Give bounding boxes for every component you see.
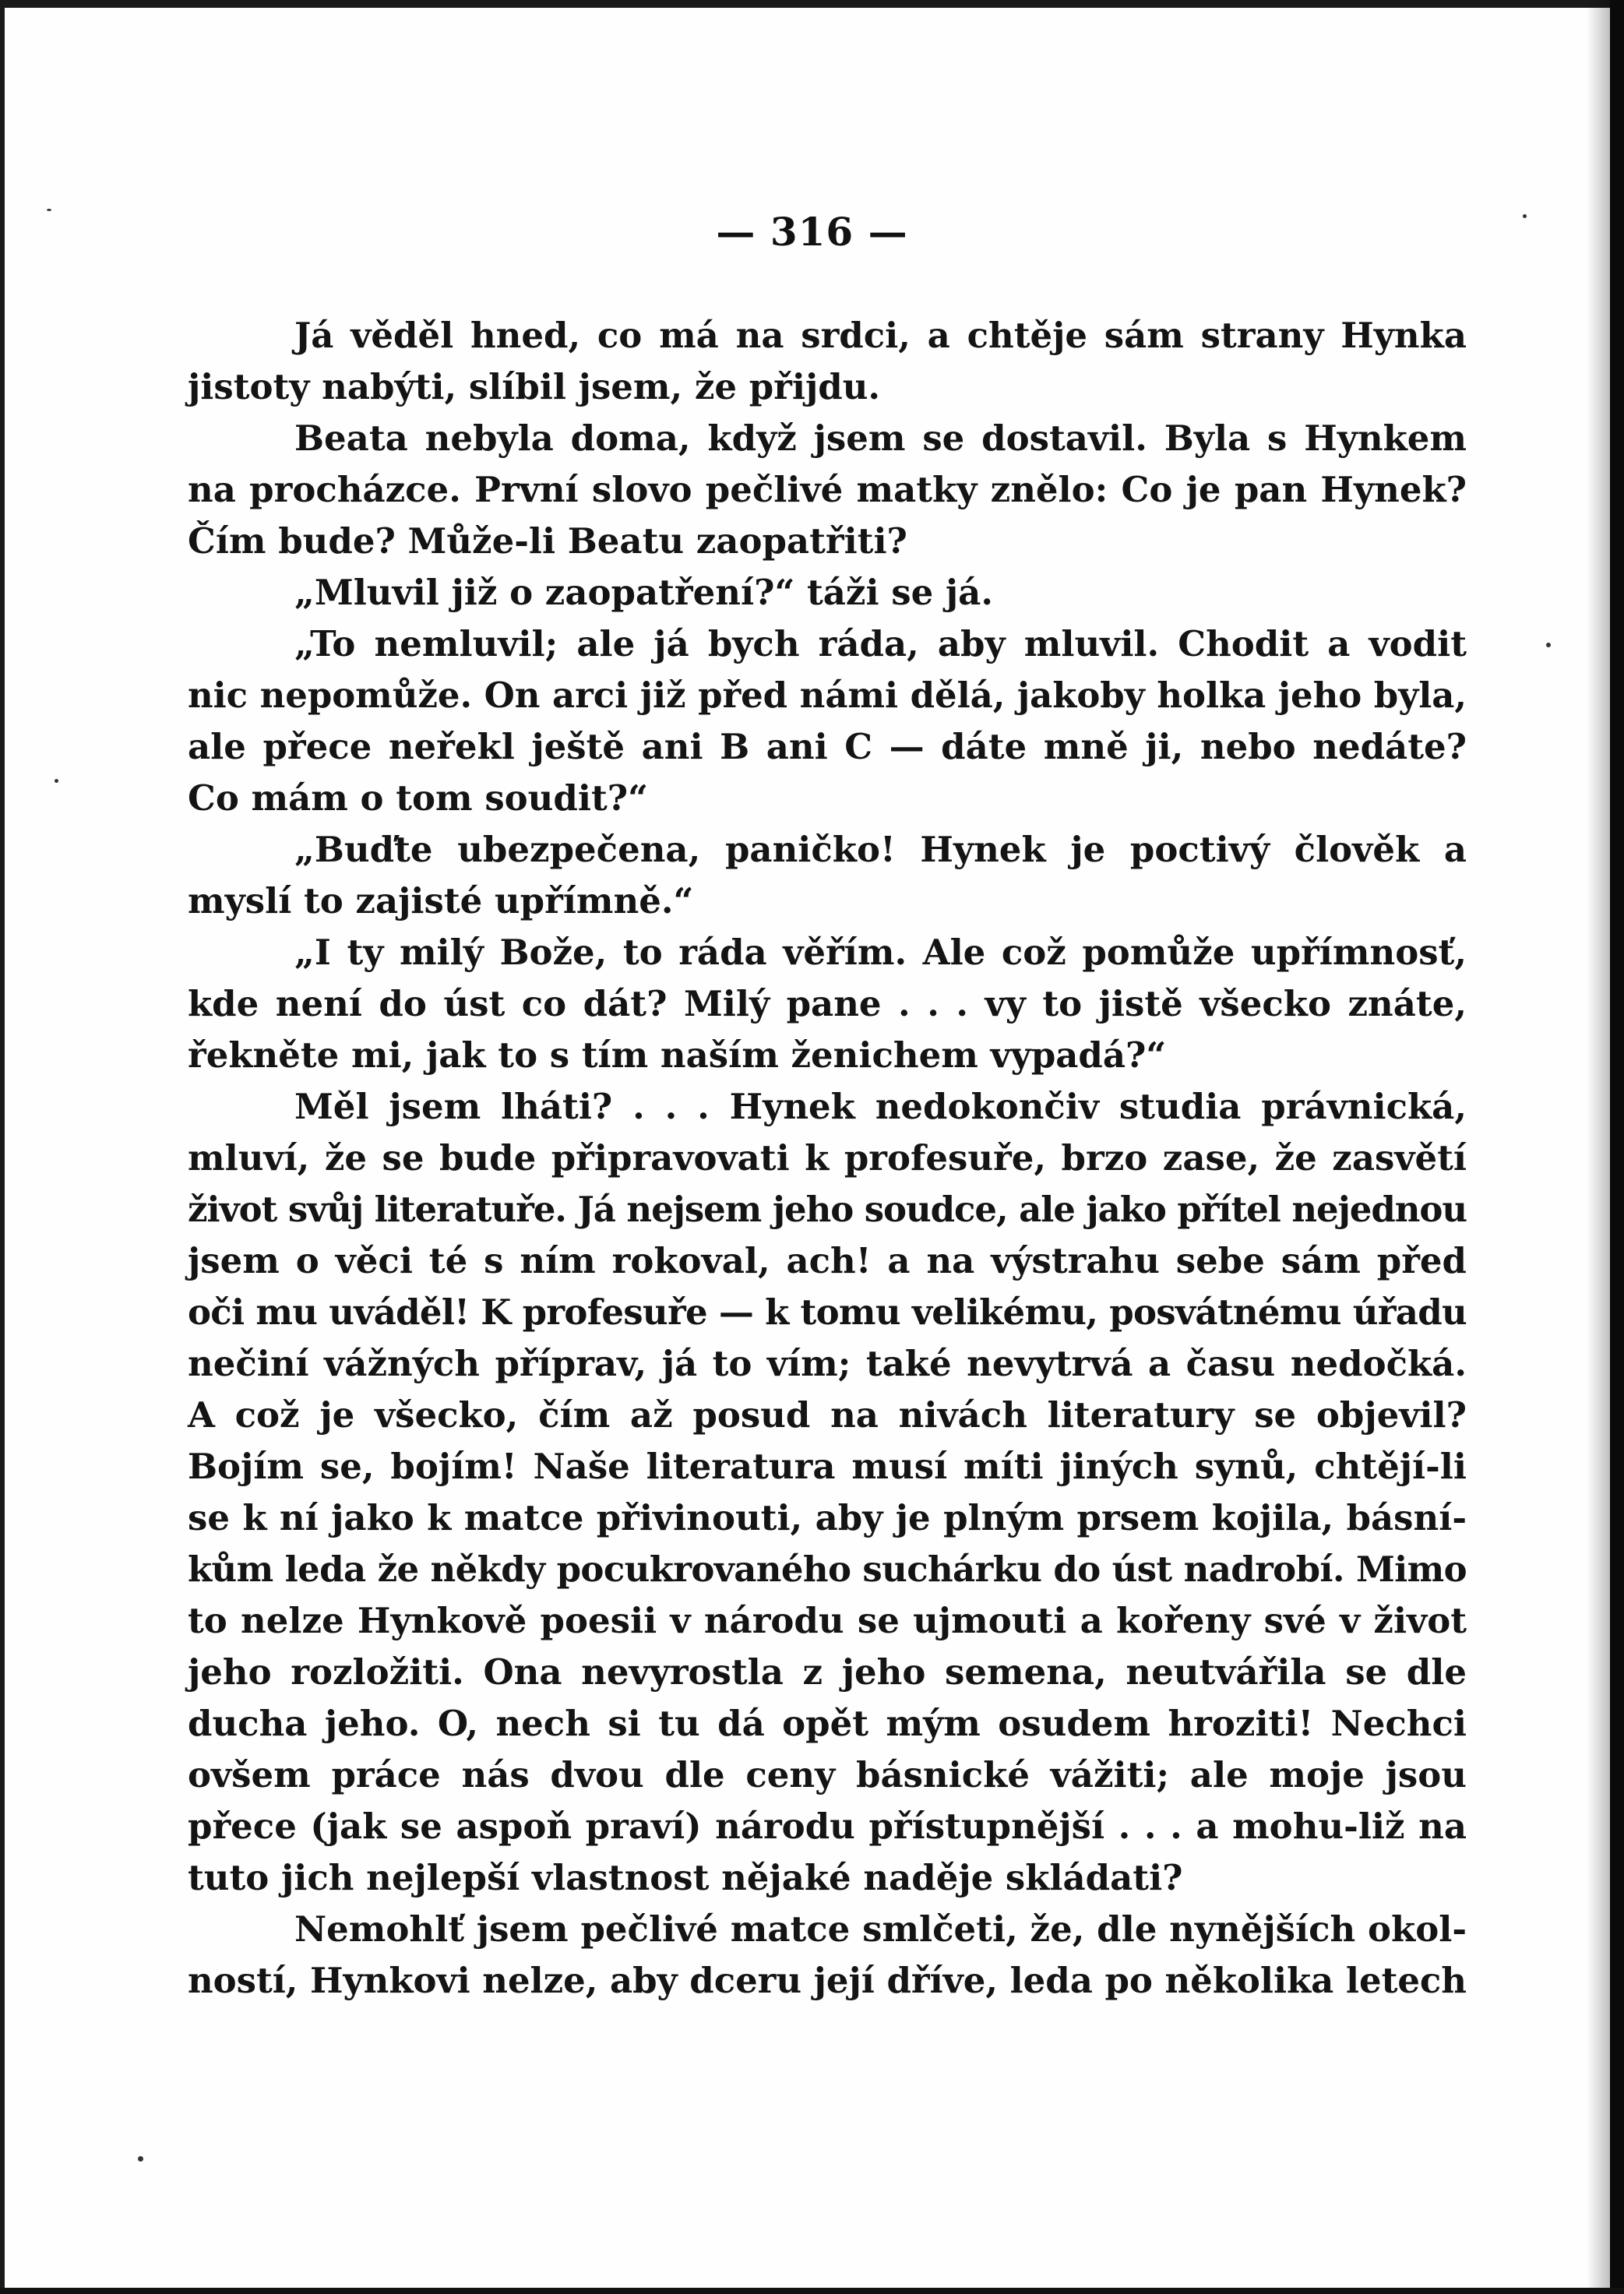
- paragraph: [188, 1904, 1467, 2007]
- text-line: „Mluvil již o zaopatření?“ táži se já.: [294, 572, 993, 613]
- paragraph: [188, 1081, 1467, 1904]
- text-line: Já věděl hned, co má na srdci, a chtěje sám strany Hynka: [294, 315, 1467, 356]
- text-line: kům leda že někdy pocukrovaného suchárku do úst nadrobí. Mimo: [188, 1549, 1467, 1590]
- paragraph: [188, 310, 1467, 413]
- text-line: myslí to zajisté upřímně.“: [188, 880, 694, 921]
- paragraph: [188, 618, 1467, 824]
- text-line: Nemohlť jsem pečlivé matce smlčeti, že, dle nynějších okol-: [294, 1908, 1467, 1950]
- text-line: ducha jeho. O, nech si tu dá opět mým osudem hroziti! Nechci: [188, 1703, 1467, 1744]
- text-line: jeho rozložiti. Ona nevyrostla z jeho semena, neutvářila se dle: [188, 1651, 1467, 1693]
- text-line: jistoty nabýti, slíbil jsem, že přijdu.: [188, 366, 881, 407]
- text-line: „Buďte ubezpečena, paničko! Hynek je poctivý člověk a: [294, 829, 1467, 870]
- text-line: Bojím se, bojím! Naše literatura musí míti jiných synů, chtějí-li: [188, 1446, 1467, 1487]
- text-line: Beata nebyla doma, když jsem se dostavil. Byla s Hynkem: [294, 418, 1467, 459]
- text-line: nic nepomůže. On arci již před námi dělá, jakoby holka jeho byla,: [188, 675, 1467, 716]
- text-line: přece (jak se aspoň praví) národu přístupnější . . . a mohu-liž na: [188, 1806, 1467, 1847]
- text-line: jsem o věci té s ním rokoval, ach! a na výstrahu sebe sám před: [188, 1240, 1467, 1281]
- body-text: [188, 310, 1467, 2007]
- text-line: ovšem práce nás dvou dle ceny básnické vážiti; ale moje jsou: [188, 1754, 1467, 1795]
- text-line: to nelze Hynkově poesii v národu se ujmouti a kořeny své v život: [188, 1600, 1467, 1641]
- text-line: Čím bude? Může-li Beatu zaopatřiti?: [188, 520, 907, 562]
- paragraph: [188, 567, 1467, 618]
- scan-border-left: [0, 0, 5, 2294]
- text-line: „I ty milý Bože, to ráda věřím. Ale což pomůže upřímnosť,: [294, 932, 1467, 973]
- page-number: — 316 —: [716, 209, 908, 255]
- text-line: život svůj literatuře. Já nejsem jeho soudce, ale jako přítel nejednou: [188, 1189, 1467, 1230]
- text-line: kde není do úst co dát? Milý pane . . . vy to jistě všecko znáte,: [188, 983, 1467, 1024]
- scan-speck: [1546, 643, 1551, 647]
- scan-speck: [55, 779, 58, 783]
- text-line: se k ní jako k matce přivinouti, aby je plným prsem kojila, básní-: [188, 1497, 1467, 1538]
- text-line: ale přece neřekl ještě ani B ani C — dáte mně ji, nebo nedáte?: [188, 726, 1467, 767]
- scan-border-bottom: [0, 2288, 1624, 2294]
- text-line: tuto jich nejlepší vlastnost nějaké naděje skládati?: [188, 1857, 1183, 1898]
- paragraph: [188, 927, 1467, 1081]
- scan-border-right: [1610, 0, 1624, 2294]
- text-line: A což je všecko, čím až posud na nivách literatury se objevil?: [188, 1394, 1467, 1436]
- paragraph: [188, 824, 1467, 927]
- text-line: na procházce. První slovo pečlivé matky znělo: Co je pan Hynek?: [188, 469, 1467, 510]
- scan-speck: [138, 2156, 143, 2162]
- text-line: Měl jsem lháti? . . . Hynek nedokončiv studia právnická,: [294, 1086, 1467, 1127]
- text-line: oči mu uváděl! K profesuře — k tomu velikému, posvátnému úřadu: [188, 1291, 1467, 1333]
- text-line: nečiní vážných příprav, já to vím; také nevytrvá a času nedočká.: [188, 1343, 1467, 1384]
- scan-border-top: [0, 0, 1624, 8]
- text-line: Co mám o tom soudit?“: [188, 777, 648, 819]
- text-line: řekněte mi, jak to s tím naším ženichem vypadá?“: [188, 1034, 1167, 1076]
- text-line: „To nemluvil; ale já bych ráda, aby mluvil. Chodit a vodit: [294, 623, 1467, 664]
- paragraph: [188, 413, 1467, 567]
- page-gutter-shadow: [1587, 0, 1610, 2294]
- text-line: mluví, že se bude připravovati k profesuře, brzo zase, že zasvětí: [188, 1137, 1467, 1179]
- text-line: ností, Hynkovi nelze, aby dceru její dříve, leda po několika letech: [188, 1960, 1467, 2001]
